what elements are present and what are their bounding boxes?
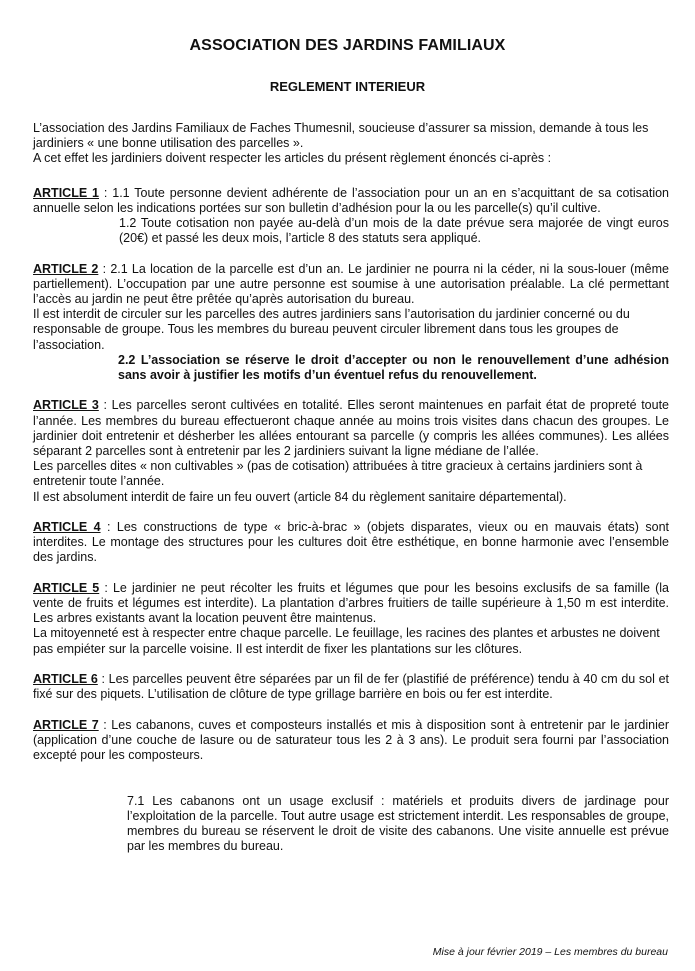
document-subtitle: REGLEMENT INTERIEUR	[269, 79, 426, 94]
intro-paragraph-2: A cet effet les jardiniers doivent respecter les articles du présent règlement énoncés ci-après :	[33, 151, 552, 166]
article-7-1-paragraph: 7.1 Les cabanons ont un usage exclusif : matériels et produits divers de jardinage pour l’exploitation de la parcelle. Tout autre usage est strictement interdit. Les responsables de groupe, membres du bureau se réservent le droit de visite des cabanons. Une visite annuelle est prévue par les membres du bureau.	[127, 793, 669, 854]
article-6-paragraph	[33, 672, 669, 702]
article-7-paragraph	[33, 718, 669, 764]
article-4-text: : Les constructions de type « bric-à-brac » (objets disparates, vieux ou en mauvais états) sont interdites. Le montage des structures pour les cultures doit être esthétique, en bonne harmonie avec l’ensemble des jardins.	[33, 520, 670, 565]
article-1-paragraph	[33, 186, 669, 216]
article-2-paragraph	[33, 262, 669, 308]
article-3-paragraph	[33, 398, 669, 459]
article-2-2-paragraph: 2.2 L’association se réserve le droit d’accepter ou non le renouvellement d’une adhésion sans avoir à justifier les motifs d’un éventuel refus du renouvellement.	[118, 352, 669, 383]
article-2-text: : 2.1 La location de la parcelle est d’un an. Le jardinier ne pourra ni la céder, ni la sous-louer (même partiellement). L’occupation par une autre personne est soumise à une autorisation préalable. La clé permettant l’accès au jardin ne peut être prêtée qu’après autorisation du bureau.	[33, 261, 669, 307]
article-1-2-paragraph: 1.2 Toute cotisation non payée au-delà d’un mois de la date prévue sera majorée de vingt euros (20€) et passé les deux mois, l’article 8 des statuts sera appliqué.	[119, 216, 669, 246]
article-5-heading: ARTICLE 5	[33, 580, 100, 595]
article-3-paragraph-2: Les parcelles dites « non cultivables » (pas de cotisation) attribuées à titre gracieux à certains jardiniers sont à entretenir toute l’année.	[33, 459, 643, 489]
document-title: ASSOCIATION DES JARDINS FAMILIAUX	[189, 37, 506, 54]
article-1-heading: ARTICLE 1	[33, 185, 100, 200]
article-3-heading: ARTICLE 3	[33, 398, 99, 413]
article-5-paragraph	[33, 581, 669, 627]
article-7-text: : Les cabanons, cuves et composteurs installés et mis à disposition sont à entretenir par le jardinier (application d’une couche de lasure ou de saturateur tous les 2 à 3 ans). Le produit sera fourni par l’association excepté pour les composteurs.	[33, 717, 669, 763]
article-5-paragraph-2: La mitoyenneté est à respecter entre chaque parcelle. Le feuillage, les racines des plantes et arbustes ne doivent pas empiéter sur la parcelle voisine. Il est interdit de fixer les plantations sur les clôtures.	[33, 626, 660, 656]
article-4-paragraph	[33, 520, 669, 566]
article-1-text: : 1.1 Toute personne devient adhérente de l’association pour un an en s’acquittant de sa cotisation annuelle selon les indications portées sur son bulletin d’adhésion pour la ou les parcelle(s) qu’il cultive.	[33, 185, 670, 215]
article-6-text: : Les parcelles peuvent être séparées par un fil de fer (plastifié de préférence) tendu à 40 cm du sol et fixé sur des piquets. L’utilisation de clôture de type grillage barrière en bois ou fer est interdite.	[33, 672, 669, 702]
intro-paragraph: L’association des Jardins Familiaux de Faches Thumesnil, soucieuse d’assurer sa mission, demande à tous les jardiniers « une bonne utilisation des parcelles ».	[33, 121, 649, 151]
article-2-heading: ARTICLE 2	[33, 261, 99, 276]
article-5-text: : Le jardinier ne peut récolter les fruits et légumes que pour les besoins exclusifs de sa famille (la vente de fruits et légumes est interdite). La plantation d’arbres fruitiers de taille supérieure à 1,50 m est interdite. Les arbres existants avant la location peuvent être maintenus.	[33, 580, 669, 626]
article-2-paragraph-2: Il est interdit de circuler sur les parcelles des autres jardiniers sans l’autorisation du jardinier concerné ou du responsable de groupe. Tous les membres du bureau peuvent circuler librement dans tous les groupes de l’association.	[33, 307, 630, 352]
document-body	[33, 121, 669, 854]
footer-update-note: Mise à jour février 2019 – Les membres du bureau	[432, 946, 668, 958]
article-3-paragraph-3: Il est absolument interdit de faire un feu ouvert (article 84 du règlement sanitaire départemental).	[33, 489, 567, 504]
article-6-heading: ARTICLE 6	[33, 672, 98, 687]
article-4-heading: ARTICLE 4	[33, 520, 101, 535]
article-3-text: : Les parcelles seront cultivées en totalité. Elles seront maintenues en parfait état de propreté toute l’année. Les membres du bureau effectueront chaque année au moins trois visites dans chacun des groupes. Le jardinier doit entretenir et désherber les allées entourant sa parcelle (y compris les allées communes). Les allées séparant 2 parcelles sont à entretenir par les 2 jardiniers suivant la ligne médiane de l’allée.	[33, 398, 670, 459]
article-7-heading: ARTICLE 7	[33, 717, 99, 732]
